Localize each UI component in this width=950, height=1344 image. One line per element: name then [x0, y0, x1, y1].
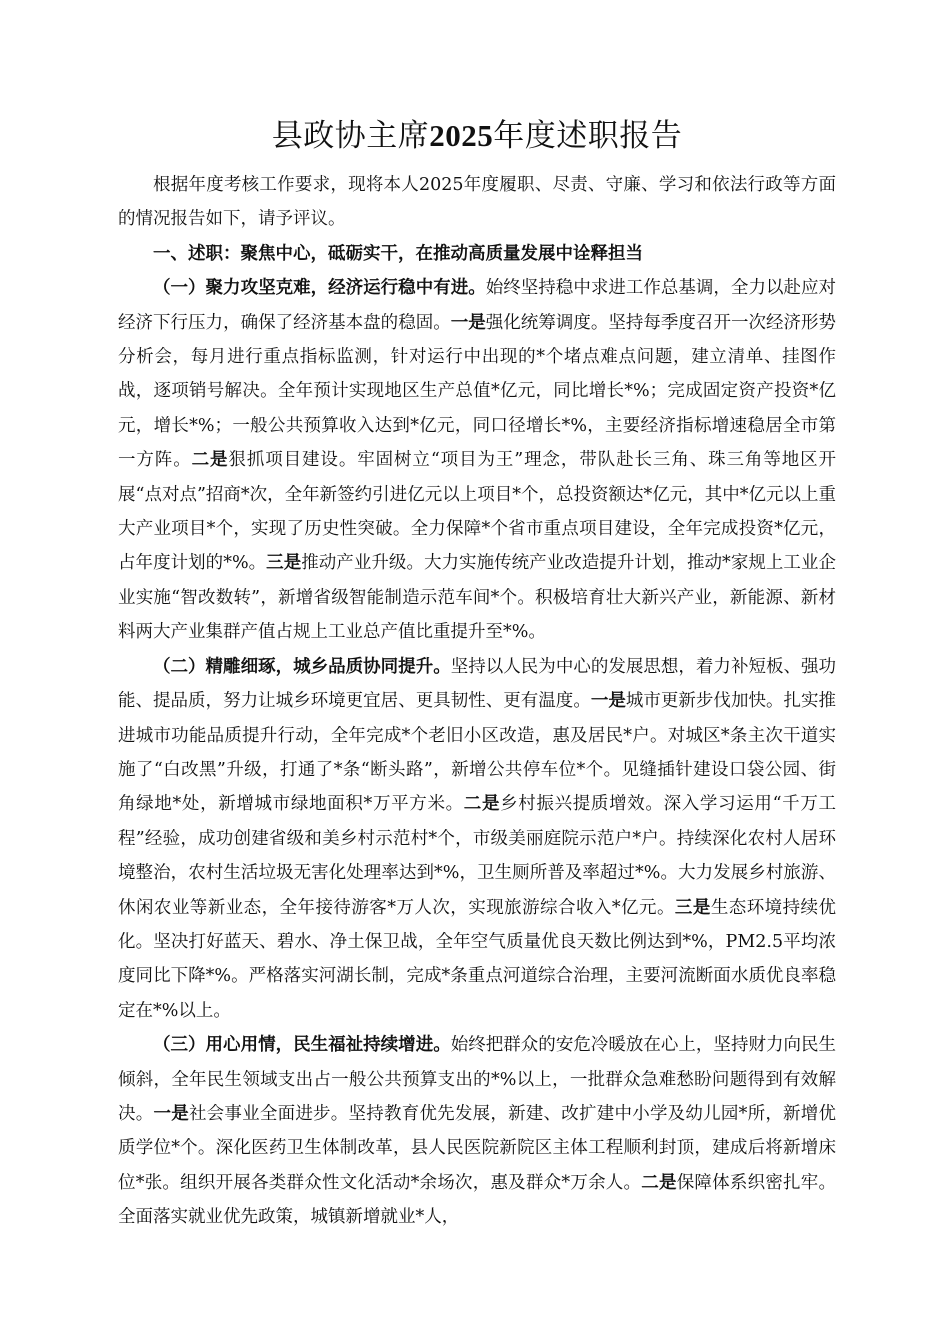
- paragraph-livelihood-text-2: 社会事业全面进步。坚持教育优先发展，新建、改扩建中小学及幼儿园*所，新增优质学位*个。深化医药卫生体制改革，县人民医院新院区主体工程顺利封顶，建成后将新增床位*张。组织开展各类群众性文化活动*余场次，惠及群众*万余人。: [118, 1103, 837, 1193]
- paragraph-urban-rural-text-2: 城市更新步伐加快。扎实推进城市功能品质提升行动，全年完成*个老旧小区改造，惠及居民*户。对城区*条主次干道实施了“白改黑”升级，打通了*条“断头路”，新增公共停车位*个。见缝插针建设口袋公园、街角绿地*处，新增城市绿地面积*万平方米。: [118, 691, 837, 815]
- paragraph-economy-marker-1: 一是: [450, 312, 486, 333]
- paragraph-economy-marker-3: 三是: [266, 553, 302, 574]
- paragraph-livelihood-text-3: 保障体系织密扎牢。全面落实就业优先政策，城镇新增就业*人，: [118, 1172, 837, 1228]
- paragraph-urban-rural: [118, 650, 836, 1028]
- paragraph-livelihood-marker-2: 二是: [641, 1172, 677, 1193]
- paragraph-economy-text-1: 始终坚持稳中求进工作总基调，全力以赴应对经济下行压力，确保了经济基本盘的稳固。: [118, 278, 836, 333]
- paragraph-livelihood: [118, 1028, 836, 1234]
- paragraph-urban-rural-text-3: 乡村振兴提质增效。深入学习运用“千万工程”经验，成功创建省级和美乡村示范村*个，市级美丽庭院示范户*户。持续深化农村人居环境整治，农村生活垃圾无害化处理率达到*%，卫生厕所普及率超过*%。大力发展乡村旅游、休闲农业等新业态，全年接待游客*万人次，实现旅游综合收入*亿元。: [118, 794, 837, 918]
- paragraph-urban-rural-marker-2: 二是: [463, 794, 501, 815]
- paragraph-urban-rural-marker-3: 三是: [674, 897, 711, 918]
- document-body: [118, 114, 836, 1235]
- paragraph-economy-text-2: 强化统筹调度。坚持每季度召开一次经济形势分析会，每月进行重点指标监测，针对运行中出现的*个堵点难点问题，建立清单、挂图作战，逐项销号解决。全年预计实现地区生产总值*亿元，同比增长*%；完成固定资产投资*亿元，增长*%；一般公共预算收入达到*亿元，同口径增长*%，主要经济指标增速稳居全市第一方阵。: [118, 312, 837, 471]
- title-prefix: 县政协主席: [271, 118, 430, 154]
- paragraph-economy-text-3: 狠抓项目建设。牢固树立“项目为王”理念，带队赴长三角、珠三角等地区开展“点对点”招商*次，全年新签约引进亿元以上项目*个，总投资额达*亿元，其中*亿元以上重大产业项目*个，实现了历史性突破。全力保障*个省市重点项目建设，全年完成投资*亿元，占年度计划的*%。: [118, 450, 837, 574]
- paragraph-urban-rural-text-1: 坚持以人民为中心的发展思想，着力补短板、强功能、提品质，努力让城乡环境更宜居、更具韧性、更有温度。: [118, 656, 837, 712]
- title-suffix: 年度述职报告: [493, 118, 683, 154]
- paragraph-urban-rural-text-4: 生态环境持续优化。坚决打好蓝天、碧水、净土保卫战，全年空气质量优良天数比例达到*%，PM2.5平均浓度同比下降*%。严格落实河湖长制，完成*条重点河道综合治理，主要河流断面水质优良率稳定在*%以上。: [118, 897, 837, 1021]
- paragraph-economy-lead: （一）聚力攻坚克难，经济运行稳中有进。: [153, 278, 486, 299]
- paragraph-urban-rural-lead: （二）精雕细琢，城乡品质协同提升。: [153, 656, 451, 677]
- paragraph-economy-text-4: 推动产业升级。大力实施传统产业改造提升计划，推动*家规上工业企业实施“智改数转”，新增省级智能制造示范车间*个。积极培育壮大新兴产业，新能源、新材料两大产业集群产值占规上工业总产值比重提升至*%。: [118, 553, 837, 643]
- section1-heading: 一、述职：聚焦中心，砥砺实干，在推动高质量发展中诠释担当: [153, 243, 643, 264]
- paragraph-economy-marker-2: 二是: [191, 450, 229, 471]
- intro-paragraph: 根据年度考核工作要求，现将本人2025年度履职、尽责、守廉、学习和依法行政等方面的情况报告如下，请予评议。: [118, 175, 836, 230]
- title-year: 2025: [429, 118, 494, 153]
- paragraph-livelihood-text-1: 始终把群众的安危冷暖放在心上，坚持财力向民生倾斜，全年民生领域支出占一般公共预算支出的*%以上，一批群众急难愁盼问题得到有效解决。: [118, 1035, 837, 1124]
- paragraph-livelihood-lead: （三）用心用情，民生福祉持续增进。: [153, 1035, 451, 1056]
- paragraph-urban-rural-marker-1: 一是: [590, 691, 626, 712]
- document-title: [118, 114, 836, 158]
- paragraph-economy: [118, 271, 836, 649]
- paragraph-livelihood-marker-1: 一是: [153, 1103, 189, 1124]
